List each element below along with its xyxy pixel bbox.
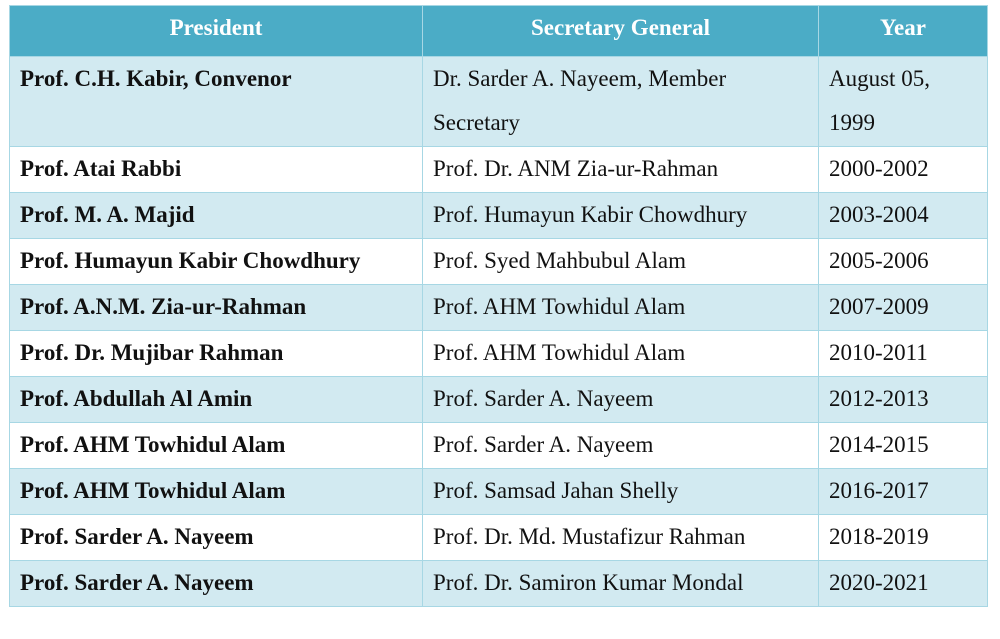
table-row (10, 193, 988, 239)
president-cell: Prof. Humayun Kabir Chowdhury (10, 239, 423, 285)
table-row (10, 57, 988, 147)
table-row (10, 377, 988, 423)
year-cell: 2012-2013 (819, 377, 988, 423)
year-cell: 2003-2004 (819, 193, 988, 239)
president-cell: Prof. Dr. Mujibar Rahman (10, 331, 423, 377)
year-cell: August 05, 1999 (819, 57, 988, 147)
president-cell: Prof. A.N.M. Zia-ur-Rahman (10, 285, 423, 331)
president-cell: Prof. AHM Towhidul Alam (10, 469, 423, 515)
president-cell: Prof. Atai Rabbi (10, 147, 423, 193)
president-cell: Prof. C.H. Kabir, Convenor (10, 57, 423, 147)
secretary-cell: Prof. Samsad Jahan Shelly (423, 469, 819, 515)
table-body (10, 57, 988, 607)
header-year: Year (819, 6, 988, 57)
secretary-cell: Prof. Dr. ANM Zia-ur-Rahman (423, 147, 819, 193)
secretary-cell: Prof. Sarder A. Nayeem (423, 423, 819, 469)
secretary-cell: Prof. Humayun Kabir Chowdhury (423, 193, 819, 239)
header-row (10, 6, 988, 57)
table-row (10, 239, 988, 285)
year-cell: 2007-2009 (819, 285, 988, 331)
table-row (10, 515, 988, 561)
secretary-cell: Prof. Dr. Samiron Kumar Mondal (423, 561, 819, 607)
table-row (10, 285, 988, 331)
year-cell: 2020-2021 (819, 561, 988, 607)
secretary-cell: Prof. Sarder A. Nayeem (423, 377, 819, 423)
table-row (10, 561, 988, 607)
president-cell: Prof. Sarder A. Nayeem (10, 561, 423, 607)
officers-table (9, 5, 988, 607)
president-cell: Prof. AHM Towhidul Alam (10, 423, 423, 469)
year-cell: 2016-2017 (819, 469, 988, 515)
table-row (10, 147, 988, 193)
table-row (10, 331, 988, 377)
secretary-cell: Prof. Syed Mahbubul Alam (423, 239, 819, 285)
year-cell: 2010-2011 (819, 331, 988, 377)
secretary-cell: Dr. Sarder A. Nayeem, Member Secretary (423, 57, 819, 147)
secretary-cell: Prof. AHM Towhidul Alam (423, 285, 819, 331)
header-secretary-general: Secretary General (423, 6, 819, 57)
year-cell: 2000-2002 (819, 147, 988, 193)
secretary-cell: Prof. Dr. Md. Mustafizur Rahman (423, 515, 819, 561)
secretary-cell: Prof. AHM Towhidul Alam (423, 331, 819, 377)
year-cell: 2005-2006 (819, 239, 988, 285)
president-cell: Prof. Abdullah Al Amin (10, 377, 423, 423)
table-row (10, 469, 988, 515)
president-cell: Prof. M. A. Majid (10, 193, 423, 239)
header-president: President (10, 6, 423, 57)
year-cell: 2014-2015 (819, 423, 988, 469)
president-cell: Prof. Sarder A. Nayeem (10, 515, 423, 561)
table-row (10, 423, 988, 469)
year-cell: 2018-2019 (819, 515, 988, 561)
